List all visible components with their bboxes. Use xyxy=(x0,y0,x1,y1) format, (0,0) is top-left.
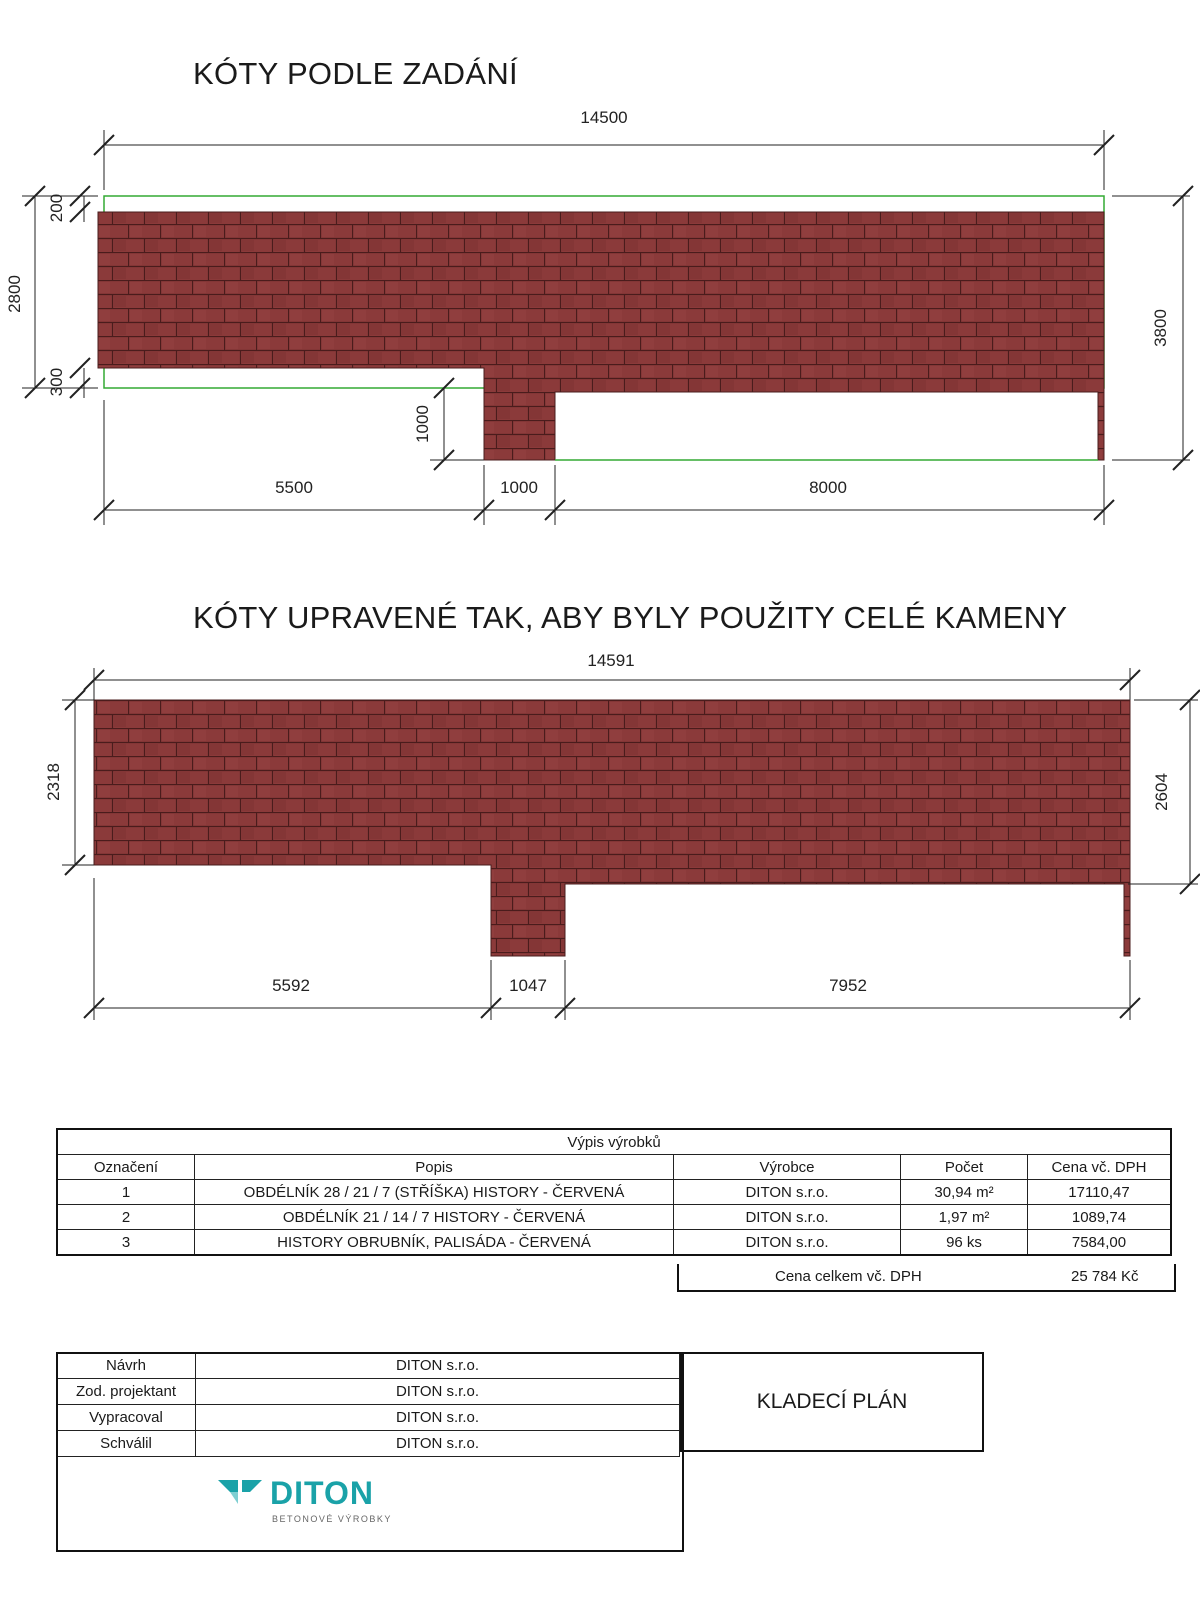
total-label: Cena celkem vč. DPH xyxy=(775,1268,922,1285)
row-maker: DITON s.r.o. xyxy=(674,1230,901,1256)
tb-label: Zod. projektant xyxy=(57,1379,196,1405)
table-row xyxy=(57,1230,1171,1256)
row-price: 17110,47 xyxy=(1028,1180,1172,1205)
title-block xyxy=(56,1352,982,1552)
tb-value: DITON s.r.o. xyxy=(196,1353,680,1379)
dim-1-total-width: 14500 xyxy=(580,108,628,127)
plan-2-paving xyxy=(94,700,1130,956)
row-price: 7584,00 xyxy=(1028,1230,1172,1256)
row-qty xyxy=(901,1180,1028,1205)
logo-mark-right xyxy=(242,1480,262,1492)
section1-title: KÓTY PODLE ZADÁNÍ xyxy=(193,56,518,91)
header-id: Označení xyxy=(57,1155,195,1180)
plan-1 xyxy=(98,196,1104,460)
row-desc: HISTORY OBRUBNÍK, PALISÁDA - ČERVENÁ xyxy=(195,1230,674,1256)
diton-logo xyxy=(218,1470,428,1530)
row-qty-unit: m² xyxy=(976,1183,994,1201)
row-qty xyxy=(901,1230,1028,1256)
header-price: Cena vč. DPH xyxy=(1028,1155,1172,1180)
row-maker: DITON s.r.o. xyxy=(674,1205,901,1230)
row-qty-value: 1,97 xyxy=(938,1208,968,1226)
dim-2-seg-mid: 1047 xyxy=(509,976,547,995)
header-qty: Počet xyxy=(901,1155,1028,1180)
plan-2 xyxy=(94,700,1130,956)
dim-2-right-height: 2604 xyxy=(1152,773,1171,811)
products-table-caption: Výpis výrobků xyxy=(57,1129,1171,1155)
products-table-header xyxy=(57,1155,1171,1180)
dim-2-seg-left: 5592 xyxy=(272,976,310,995)
row-desc: OBDÉLNÍK 21 / 14 / 7 HISTORY - ČERVENÁ xyxy=(195,1205,674,1230)
total-value: 25 784 Kč xyxy=(1071,1268,1139,1285)
dim-2-left-height: 2318 xyxy=(44,763,63,801)
row-qty xyxy=(901,1205,1028,1230)
tb-value: DITON s.r.o. xyxy=(196,1431,680,1457)
plan-title: KLADECÍ PLÁN xyxy=(680,1352,984,1452)
dim-2-seg-right: 7952 xyxy=(829,976,867,995)
dim-1-right-height: 3800 xyxy=(1151,309,1170,347)
row-price: 1089,74 xyxy=(1028,1205,1172,1230)
dim-1-seg-right: 8000 xyxy=(809,478,847,497)
logo-wordmark: DITON xyxy=(270,1475,374,1511)
row-maker: DITON s.r.o. xyxy=(674,1180,901,1205)
logo-tagline: BETONOVÉ VÝROBKY xyxy=(272,1514,392,1524)
dim-2-total-width: 14591 xyxy=(587,651,635,670)
dim-1-left-height: 2800 xyxy=(5,275,24,313)
dim-1-notch-height: 1000 xyxy=(413,405,432,443)
row-id: 1 xyxy=(57,1180,195,1205)
row-desc: OBDÉLNÍK 28 / 21 / 7 (STŘÍŠKA) HISTORY - ČERVENÁ xyxy=(195,1180,674,1205)
products-table xyxy=(56,1128,1172,1256)
tb-label: Návrh xyxy=(57,1353,196,1379)
logo-mark-left xyxy=(218,1480,238,1492)
table-row xyxy=(57,1205,1171,1230)
table-row xyxy=(57,1180,1171,1205)
dim-1-seg-mid: 1000 xyxy=(500,478,538,497)
dim-1-bottom-offset: 300 xyxy=(47,367,66,397)
header-maker: Výrobce xyxy=(674,1155,901,1180)
row-qty-value: 30,94 xyxy=(934,1183,972,1201)
logo-mark-mid xyxy=(230,1492,238,1504)
row-id: 3 xyxy=(57,1230,195,1256)
plan-1-paving xyxy=(98,212,1104,460)
row-id: 2 xyxy=(57,1205,195,1230)
total-box xyxy=(677,1264,1176,1292)
tb-label: Vypracoval xyxy=(57,1405,196,1431)
dim-1-top-offset: 200 xyxy=(47,193,66,223)
row-qty-unit: m² xyxy=(971,1208,990,1226)
tb-label: Schválil xyxy=(57,1431,196,1457)
tb-value: DITON s.r.o. xyxy=(196,1405,680,1431)
dim-1-seg-left: 5500 xyxy=(275,478,313,497)
section2-title: KÓTY UPRAVENÉ TAK, ABY BYLY POUŽITY CELÉ KAMENY xyxy=(193,600,1068,635)
tb-value: DITON s.r.o. xyxy=(196,1379,680,1405)
header-desc: Popis xyxy=(195,1155,674,1180)
logo-area xyxy=(56,1450,680,1548)
row-qty-value: 96 xyxy=(946,1233,963,1251)
row-qty-unit: ks xyxy=(966,1233,982,1251)
